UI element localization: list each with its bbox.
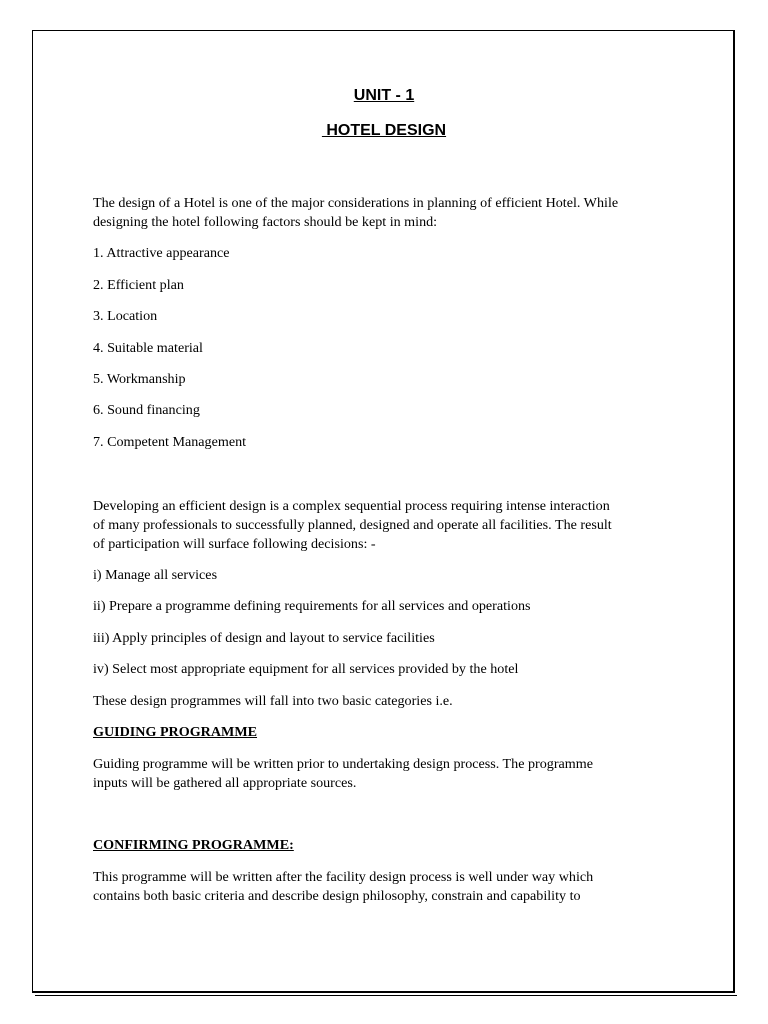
guiding-line-2: inputs will be gathered all appropriate sources. xyxy=(93,775,357,791)
process-line-1: Developing an efficient design is a complex sequential process requiring intense interaction xyxy=(93,498,610,514)
guiding-line-1: Guiding programme will be written prior to undertaking design process. The programme xyxy=(93,756,593,772)
factor-item-1: 1. Attractive appearance xyxy=(93,245,230,261)
confirming-line-1: This programme will be written after the facility design process is well under way which xyxy=(93,869,594,885)
decision-item-3: iii) Apply principles of design and layout to service facilities xyxy=(93,630,435,646)
factor-item-7: 7. Competent Management xyxy=(93,434,247,450)
page-border-shadow xyxy=(35,995,737,996)
confirming-line-2: contains both basic criteria and describe design philosophy, constrain and capability to xyxy=(93,888,581,904)
intro-line-2: designing the hotel following factors should be kept in mind: xyxy=(93,214,438,230)
factor-item-3: 3. Location xyxy=(93,308,158,324)
confirming-programme-heading: CONFIRMING PROGRAMME: xyxy=(93,837,294,853)
factor-item-6: 6. Sound financing xyxy=(93,402,200,418)
factor-item-5: 5. Workmanship xyxy=(93,371,186,387)
decision-item-4: iv) Select most appropriate equipment for all services provided by the hotel xyxy=(93,661,519,677)
decision-item-2: ii) Prepare a programme defining requirements for all services and operations xyxy=(93,598,531,614)
document-title: HOTEL DESIGN xyxy=(321,122,447,139)
factor-item-2: 2. Efficient plan xyxy=(93,277,184,293)
categories-line: These design programmes will fall into two basic categories i.e. xyxy=(93,693,453,709)
process-line-3: of participation will surface following decisions: - xyxy=(93,536,376,552)
decision-item-1: i) Manage all services xyxy=(93,567,218,583)
guiding-programme-heading: GUIDING PROGRAMME xyxy=(93,724,258,740)
factor-item-4: 4. Suitable material xyxy=(93,340,203,356)
intro-line-1: The design of a Hotel is one of the major considerations in planning of efficient Hotel. While xyxy=(93,195,619,211)
process-line-2: of many professionals to successfully planned, designed and operate all facilities. The result xyxy=(93,517,612,533)
unit-title: UNIT - 1 xyxy=(353,87,415,104)
